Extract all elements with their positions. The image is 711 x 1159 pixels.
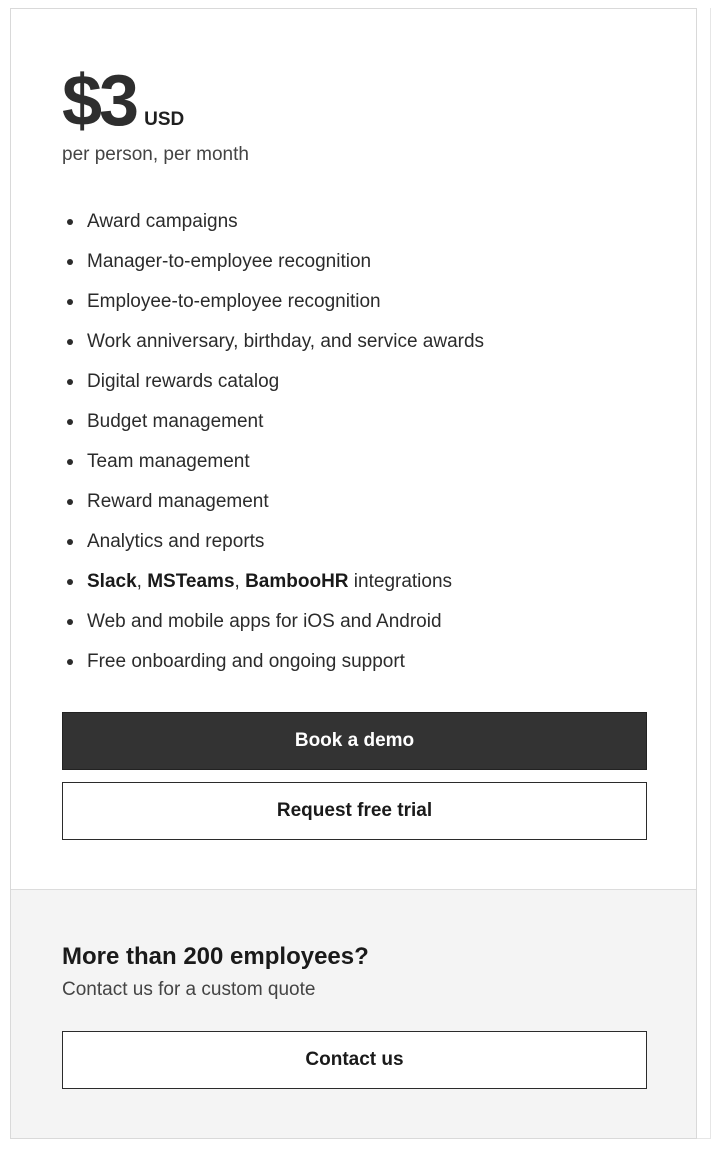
feature-label: Manager-to-employee recognition (87, 251, 372, 272)
feature-item-budget-management (62, 402, 484, 442)
bullet-icon (67, 459, 73, 465)
adjacent-card-border-bottom (697, 1138, 711, 1139)
integration-separator: , (234, 571, 246, 592)
integration-bamboohr: BambooHR (245, 571, 349, 592)
price-period: per person, per month (62, 144, 249, 165)
feature-item-team-management (62, 442, 484, 482)
feature-item-support (62, 642, 484, 682)
plan-details (11, 9, 696, 889)
feature-label: Free onboarding and ongoing support (87, 651, 405, 672)
bullet-icon (67, 259, 73, 265)
book-demo-button[interactable]: Book a demo (62, 712, 647, 770)
bullet-icon (67, 499, 73, 505)
enterprise-subtitle: Contact us for a custom quote (62, 979, 316, 1000)
feature-list (62, 202, 484, 682)
bullet-icon (67, 619, 73, 625)
contact-us-button[interactable]: Contact us (62, 1031, 647, 1089)
feature-item-rewards-catalog (62, 362, 484, 402)
feature-label: Team management (87, 451, 250, 472)
feature-label: Award campaigns (87, 211, 238, 232)
integration-slack: Slack (87, 571, 137, 592)
feature-item-manager-recognition (62, 242, 484, 282)
feature-label: Budget management (87, 411, 264, 432)
feature-item-award-campaigns (62, 202, 484, 242)
feature-item-analytics (62, 522, 484, 562)
enterprise-section (11, 889, 696, 1138)
price-amount: $3 (62, 61, 137, 141)
bullet-icon (67, 659, 73, 665)
bullet-icon (67, 419, 73, 425)
feature-item-employee-recognition (62, 282, 484, 322)
feature-label: Web and mobile apps for iOS and Android (87, 611, 442, 632)
feature-label: Employee-to-employee recognition (87, 291, 381, 312)
price-currency: USD (144, 109, 185, 130)
request-trial-button[interactable]: Request free trial (62, 782, 647, 840)
feature-item-integrations (62, 562, 484, 602)
feature-item-apps (62, 602, 484, 642)
feature-label: Analytics and reports (87, 531, 265, 552)
bullet-icon (67, 299, 73, 305)
bullet-icon (67, 579, 73, 585)
bullet-icon (67, 379, 73, 385)
feature-item-anniversary-awards (62, 322, 484, 362)
bullet-icon (67, 339, 73, 345)
integration-suffix: integrations (348, 571, 453, 592)
price-row (62, 61, 184, 141)
pricing-card (10, 8, 697, 1139)
feature-label: Work anniversary, birthday, and service awards (87, 331, 485, 352)
enterprise-title: More than 200 employees? (62, 943, 369, 970)
integration-separator: , (136, 571, 148, 592)
integration-msteams: MSTeams (147, 571, 235, 592)
bullet-icon (67, 219, 73, 225)
feature-label: Digital rewards catalog (87, 371, 280, 392)
bullet-icon (67, 539, 73, 545)
feature-label: Reward management (87, 491, 269, 512)
feature-item-reward-management (62, 482, 484, 522)
